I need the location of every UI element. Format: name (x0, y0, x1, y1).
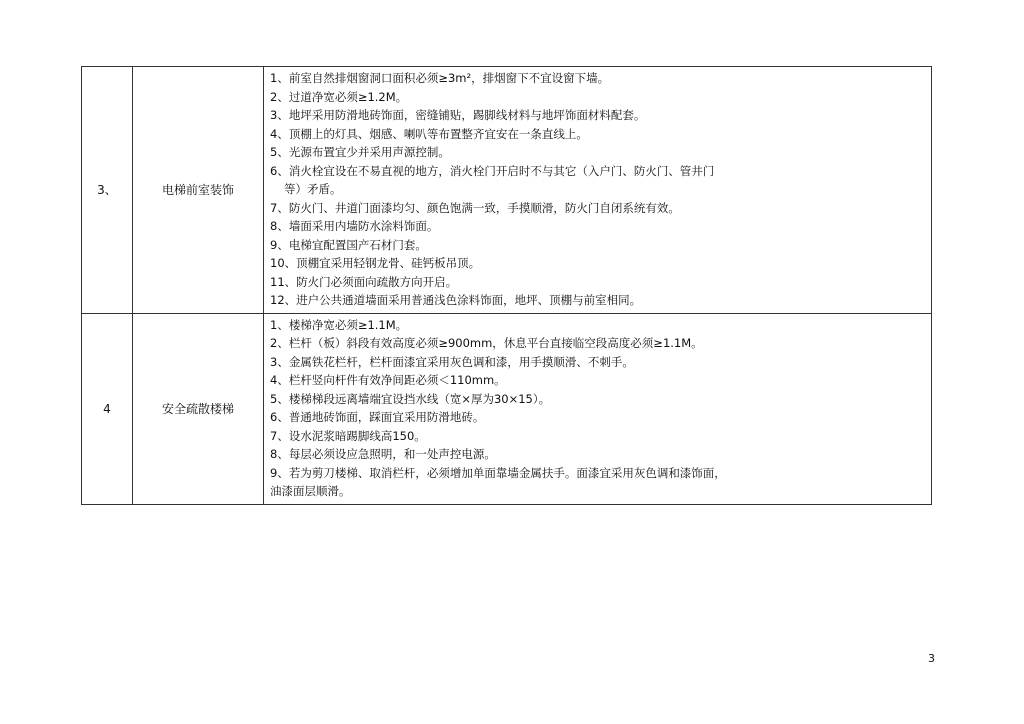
requirement-line: 1、前室自然排烟窗洞口面积必须≥3m²，排烟窗下不宜设窗下墙。 (270, 71, 610, 85)
requirement-line: 10、顶棚宜采用轻钢龙骨、硅钙板吊顶。 (270, 256, 481, 270)
requirement-line: 4、顶棚上的灯具、烟感、喇叭等布置整齐宜安在一条直线上。 (270, 126, 588, 141)
requirement-line: 3、金属铁花栏杆，栏杆面漆宜采用灰色调和漆，用手摸顺滑、不刺手。 (270, 354, 634, 369)
row-title: 电梯前室装饰 (133, 67, 264, 314)
page-number: 3 (928, 652, 935, 665)
row-title: 安全疏散楼梯 (133, 313, 264, 504)
row-number: 4 (82, 313, 133, 504)
requirement-line: 8、墙面采用内墙防水涂料饰面。 (270, 219, 439, 233)
requirement-line: 4、栏杆竖向杆件有效净间距必须＜110mm。 (270, 373, 506, 387)
requirement-line: 9、若为剪刀楼梯、取消栏杆，必须增加单面靠墙金属扶手。面漆宜采用灰色调和漆饰面， (270, 465, 726, 480)
requirement-line: 7、设水泥浆暗踢脚线高150。 (270, 428, 426, 443)
requirement-line: 5、光源布置宜少并采用声源控制。 (270, 145, 450, 159)
specification-table (81, 66, 932, 505)
requirement-line: 3、地坪采用防滑地砖饰面，密缝铺贴，踢脚线材料与地坪饰面材料配套。 (270, 108, 646, 122)
requirement-line-continuation: 等）矛盾。 (284, 182, 342, 196)
requirement-line: 油漆面层顺滑。 (270, 484, 351, 498)
requirement-line: 6、普通地砖饰面，踩面宜采用防滑地砖。 (270, 410, 485, 424)
requirement-line: 2、过道净宽必须≥1.2M。 (270, 89, 408, 104)
requirement-line: 1、楼梯净宽必须≥1.1M。 (270, 317, 408, 332)
requirement-line: 2、栏杆（板）斜段有效高度必须≥900mm，休息平台直接临空段高度必须≥1.1M。 (270, 336, 703, 350)
requirement-line: 11、防火门必须面向疏散方向开启。 (270, 274, 458, 289)
requirement-line: 9、电梯宜配置国产石材门套。 (270, 237, 427, 252)
requirement-line: 5、楼梯梯段远离墙端宜设挡水线（宽×厚为30×15）。 (270, 391, 551, 406)
requirements-list (264, 313, 932, 504)
requirement-line: 12、进户公共通道墙面采用普通浅色涂料饰面，地坪、顶棚与前室相同。 (270, 293, 642, 307)
requirement-line: 7、防火门、井道门面漆均匀、颜色饱满一致，手摸顺滑，防火门自闭系统有效。 (270, 200, 680, 215)
requirements-list (264, 67, 932, 314)
requirement-line: 6、消火栓宜设在不易直视的地方，消火栓门开启时不与其它（入户门、防火门、管井门 (270, 163, 715, 178)
requirement-line: 8、每层必须设应急照明，和一处声控电源。 (270, 447, 496, 461)
table-row (82, 67, 932, 314)
row-number: 3、 (82, 67, 133, 314)
table-row (82, 313, 932, 504)
